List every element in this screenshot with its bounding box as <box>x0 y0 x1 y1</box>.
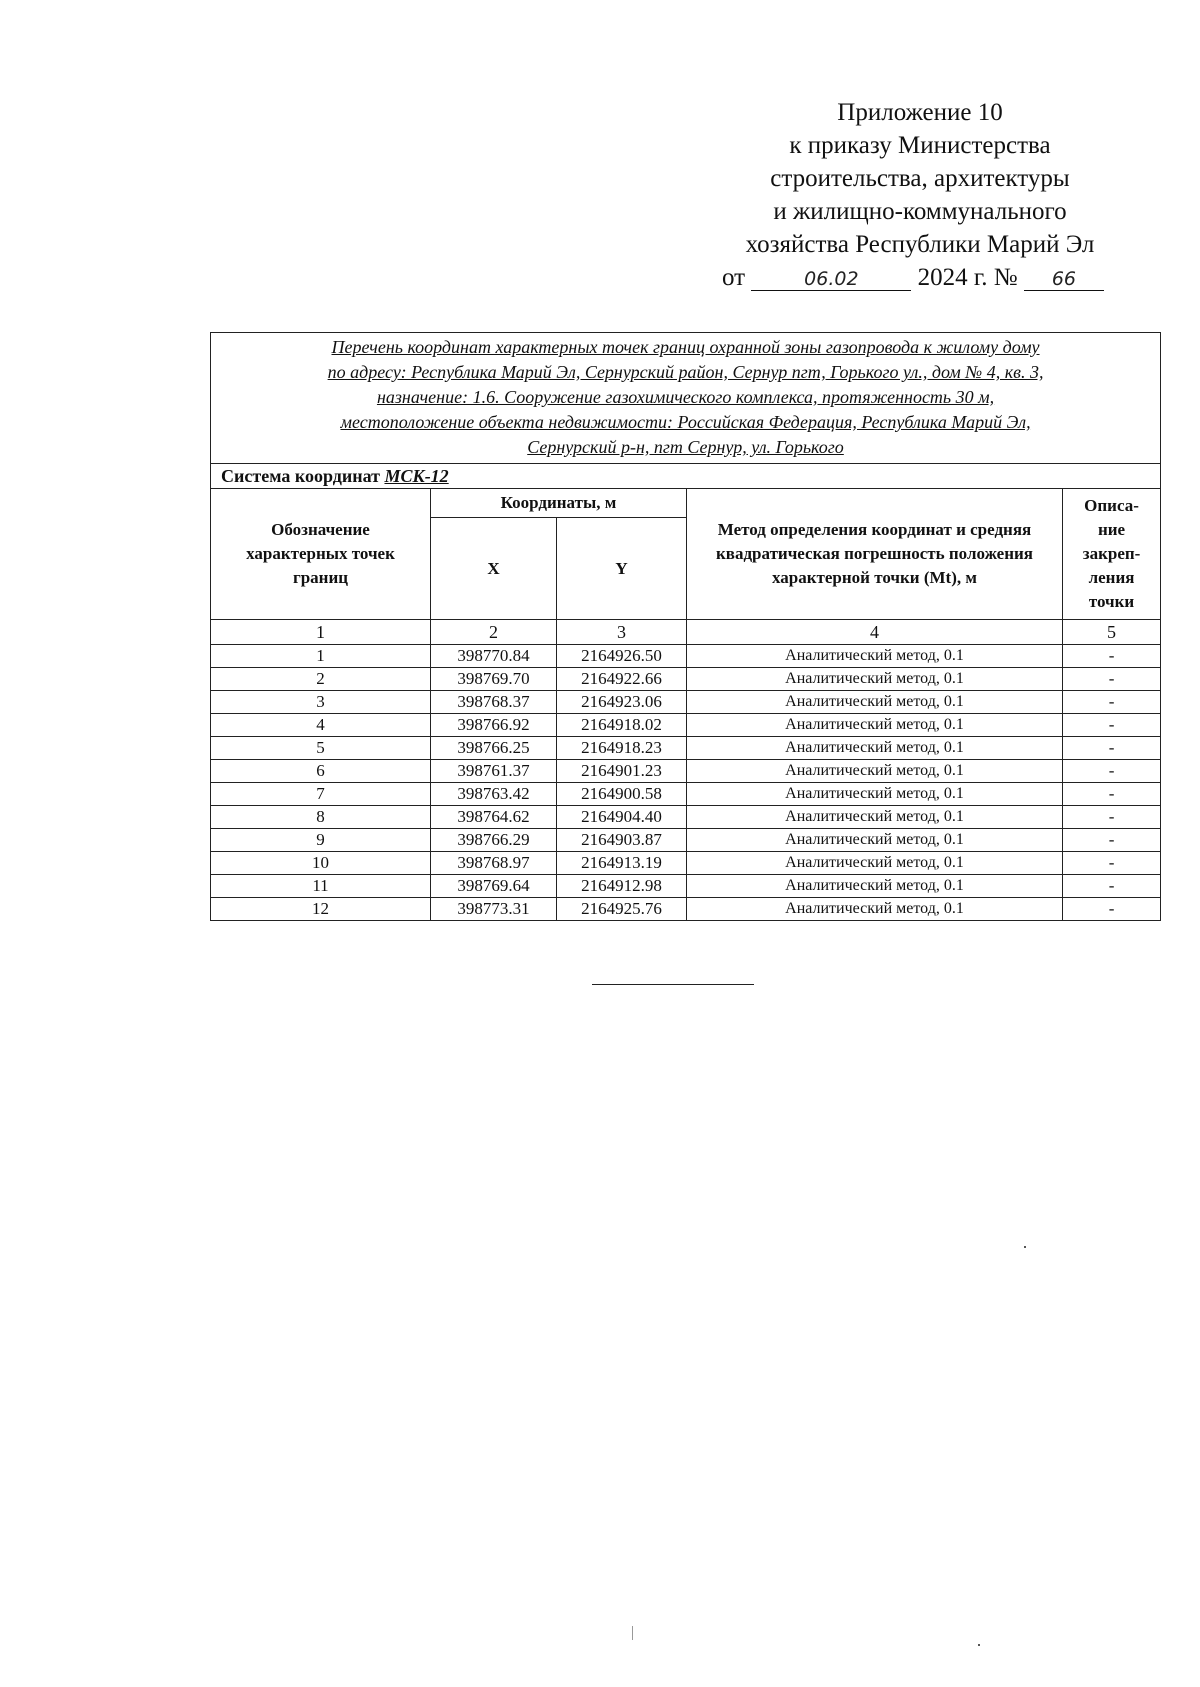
header-x: X <box>431 518 557 620</box>
coordinate-system-name: МСК-12 <box>384 465 449 486</box>
scan-speck <box>632 1626 633 1640</box>
header-y: Y <box>557 518 687 620</box>
handwritten-date: 06.02 <box>751 268 911 291</box>
method: Аналитический метод, 0.1 <box>687 806 1063 829</box>
title-line: назначение: 1.6. Сооружение газохимического комплекса, протяженность 30 м, <box>376 387 995 407</box>
closing-rule <box>592 984 754 985</box>
order-date-line <box>700 261 1140 294</box>
header-line-republic: хозяйства Республики Марий Эл <box>745 231 1095 258</box>
coord-y: 2164912.98 <box>557 875 687 898</box>
year-number-label: 2024 г. № <box>917 264 1018 291</box>
table-row <box>211 875 1161 898</box>
point-id: 11 <box>211 875 431 898</box>
handwritten-order-number: 66 <box>1024 268 1104 291</box>
coordinates-table <box>210 332 1161 921</box>
table-row <box>211 737 1161 760</box>
method: Аналитический метод, 0.1 <box>687 898 1063 921</box>
point-id: 2 <box>211 668 431 691</box>
column-number: 4 <box>687 620 1063 645</box>
coord-x: 398769.70 <box>431 668 557 691</box>
coord-x: 398766.29 <box>431 829 557 852</box>
header-coordinates: Координаты, м <box>431 489 687 518</box>
coord-x: 398770.84 <box>431 645 557 668</box>
description: - <box>1063 645 1161 668</box>
point-id: 12 <box>211 898 431 921</box>
table-row <box>211 668 1161 691</box>
column-number: 2 <box>431 620 557 645</box>
table-row <box>211 898 1161 921</box>
appendix-title: Приложение 10 <box>837 99 1003 126</box>
title-line: по адресу: Республика Марий Эл, Сернурский район, Сернур пгт, Горького ул., дом № 4, кв. 3, <box>327 362 1044 382</box>
scan-speck <box>1024 1246 1026 1248</box>
description: - <box>1063 668 1161 691</box>
method: Аналитический метод, 0.1 <box>687 760 1063 783</box>
point-id: 8 <box>211 806 431 829</box>
coord-y: 2164900.58 <box>557 783 687 806</box>
coord-y: 2164922.66 <box>557 668 687 691</box>
point-id: 9 <box>211 829 431 852</box>
coord-x: 398769.64 <box>431 875 557 898</box>
header-row-1 <box>211 489 1161 518</box>
point-id: 7 <box>211 783 431 806</box>
scan-speck <box>978 1644 980 1646</box>
column-number: 1 <box>211 620 431 645</box>
description: - <box>1063 852 1161 875</box>
coordinate-system <box>211 464 1161 489</box>
table-row <box>211 829 1161 852</box>
coord-y: 2164923.06 <box>557 691 687 714</box>
description: - <box>1063 760 1161 783</box>
column-number-row <box>211 620 1161 645</box>
table-row <box>211 691 1161 714</box>
header-point: Обозначение характерных точек границ <box>211 489 431 620</box>
title-line: местоположение объекта недвижимости: Российская Федерация, Республика Марий Эл, <box>340 412 1031 432</box>
coordinate-system-row <box>211 464 1161 489</box>
point-id: 5 <box>211 737 431 760</box>
description: - <box>1063 875 1161 898</box>
coord-y: 2164913.19 <box>557 852 687 875</box>
method: Аналитический метод, 0.1 <box>687 783 1063 806</box>
description: - <box>1063 806 1161 829</box>
coord-x: 398773.31 <box>431 898 557 921</box>
method: Аналитический метод, 0.1 <box>687 668 1063 691</box>
point-id: 3 <box>211 691 431 714</box>
point-id: 6 <box>211 760 431 783</box>
table-title-row <box>211 333 1161 464</box>
description: - <box>1063 829 1161 852</box>
method: Аналитический метод, 0.1 <box>687 737 1063 760</box>
method: Аналитический метод, 0.1 <box>687 875 1063 898</box>
method: Аналитический метод, 0.1 <box>687 645 1063 668</box>
header-method: Метод определения координат и средняя квадратическая погрешность положения характерной точки (Mt), м <box>687 489 1063 620</box>
header-line-order: к приказу Министерства <box>789 132 1051 159</box>
coord-y: 2164926.50 <box>557 645 687 668</box>
point-id: 4 <box>211 714 431 737</box>
table-row <box>211 645 1161 668</box>
method: Аналитический метод, 0.1 <box>687 829 1063 852</box>
coord-x: 398766.92 <box>431 714 557 737</box>
column-number: 3 <box>557 620 687 645</box>
description: - <box>1063 737 1161 760</box>
coord-y: 2164904.40 <box>557 806 687 829</box>
header-line-ministry: строительства, архитектуры <box>770 165 1070 192</box>
appendix-header <box>700 96 1140 294</box>
coord-y: 2164901.23 <box>557 760 687 783</box>
coord-y: 2164903.87 <box>557 829 687 852</box>
coord-x: 398768.97 <box>431 852 557 875</box>
coord-y: 2164925.76 <box>557 898 687 921</box>
table-row <box>211 714 1161 737</box>
point-id: 10 <box>211 852 431 875</box>
column-number: 5 <box>1063 620 1161 645</box>
table-title <box>211 333 1161 464</box>
coord-y: 2164918.02 <box>557 714 687 737</box>
description: - <box>1063 783 1161 806</box>
table-row <box>211 806 1161 829</box>
method: Аналитический метод, 0.1 <box>687 714 1063 737</box>
header-description: Описа-ние закреп-ления точки <box>1063 489 1161 620</box>
point-id: 1 <box>211 645 431 668</box>
coord-x: 398763.42 <box>431 783 557 806</box>
table-row <box>211 852 1161 875</box>
method: Аналитический метод, 0.1 <box>687 691 1063 714</box>
coord-y: 2164918.23 <box>557 737 687 760</box>
coordinate-system-label: Система координат <box>221 465 380 486</box>
method: Аналитический метод, 0.1 <box>687 852 1063 875</box>
title-line: Сернурский р-н, пгт Сернур, ул. Горького <box>527 437 844 457</box>
description: - <box>1063 714 1161 737</box>
coord-x: 398768.37 <box>431 691 557 714</box>
description: - <box>1063 691 1161 714</box>
table-row <box>211 783 1161 806</box>
coord-x: 398761.37 <box>431 760 557 783</box>
table-row <box>211 760 1161 783</box>
title-line: Перечень координат характерных точек границ охранной зоны газопровода к жилому дому <box>331 337 1040 357</box>
header-line-housing: и жилищно-коммунального <box>773 198 1067 225</box>
coord-x: 398764.62 <box>431 806 557 829</box>
description: - <box>1063 898 1161 921</box>
date-prefix: от <box>722 264 746 291</box>
coord-x: 398766.25 <box>431 737 557 760</box>
